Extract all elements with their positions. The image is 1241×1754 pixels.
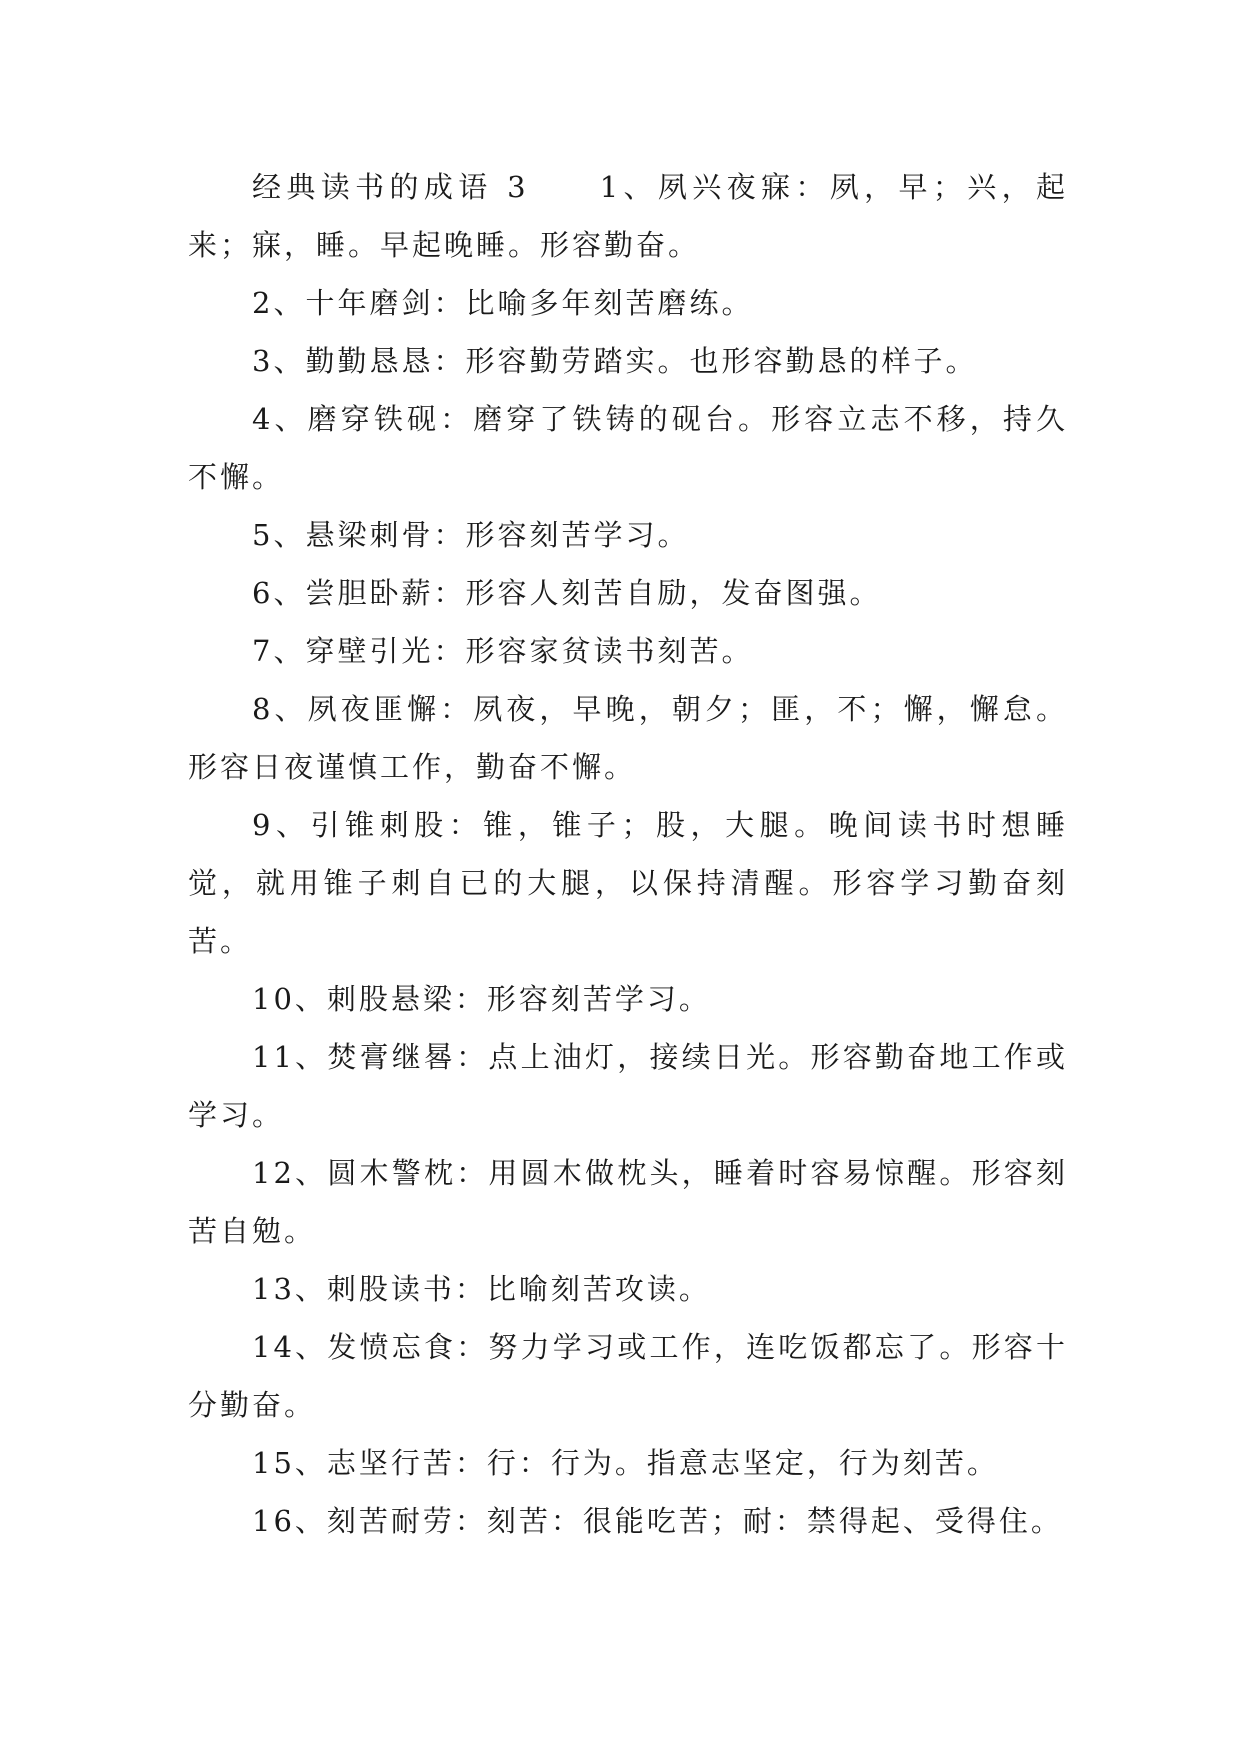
paragraph-10: 10、刺股悬梁：形容刻苦学习。 bbox=[252, 982, 711, 1016]
paragraph-8: 8、夙夜匪懈：夙夜，早晚，朝夕；匪，不；懈，懈怠。形容日夜谨慎工作，勤奋不懈。 bbox=[188, 692, 1068, 784]
paragraph-5: 5、悬梁刺骨：形容刻苦学习。 bbox=[252, 518, 690, 552]
paragraph-14: 14、发愤忘食：努力学习或工作，连吃饭都忘了。形容十分勤奋。 bbox=[188, 1330, 1068, 1422]
paragraph-9: 9、引锥刺股：锥，锥子；股，大腿。晚间读书时想睡觉，就用锥子刺自已的大腿，以保持清醒。形容学习勤奋刻苦。 bbox=[188, 808, 1068, 958]
paragraph-4: 4、磨穿铁砚：磨穿了铁铸的砚台。形容立志不移，持久不懈。 bbox=[188, 402, 1068, 494]
paragraph-6: 6、尝胆卧薪：形容人刻苦自励，发奋图强。 bbox=[252, 576, 882, 610]
paragraph-1: 经典读书的成语 3 1、夙兴夜寐：夙，早；兴，起来；寐，睡。早起晚睡。形容勤奋。 bbox=[188, 170, 1068, 262]
paragraph-2: 2、十年磨剑：比喻多年刻苦磨练。 bbox=[252, 286, 754, 320]
paragraph-13: 13、刺股读书：比喻刻苦攻读。 bbox=[252, 1272, 711, 1306]
document-body bbox=[188, 158, 1068, 1550]
paragraph-11: 11、焚膏继晷：点上油灯，接续日光。形容勤奋地工作或学习。 bbox=[188, 1040, 1068, 1132]
paragraph-7: 7、穿壁引光：形容家贫读书刻苦。 bbox=[252, 634, 754, 668]
paragraph-16: 16、刻苦耐劳：刻苦：很能吃苦；耐：禁得起、受得住。 bbox=[252, 1504, 1063, 1538]
paragraph-3: 3、勤勤恳恳：形容勤劳踏实。也形容勤恳的样子。 bbox=[252, 344, 978, 378]
paragraph-12: 12、圆木警枕：用圆木做枕头，睡着时容易惊醒。形容刻苦自勉。 bbox=[188, 1156, 1068, 1248]
paragraph-15: 15、志坚行苦：行：行为。指意志坚定，行为刻苦。 bbox=[252, 1446, 999, 1480]
